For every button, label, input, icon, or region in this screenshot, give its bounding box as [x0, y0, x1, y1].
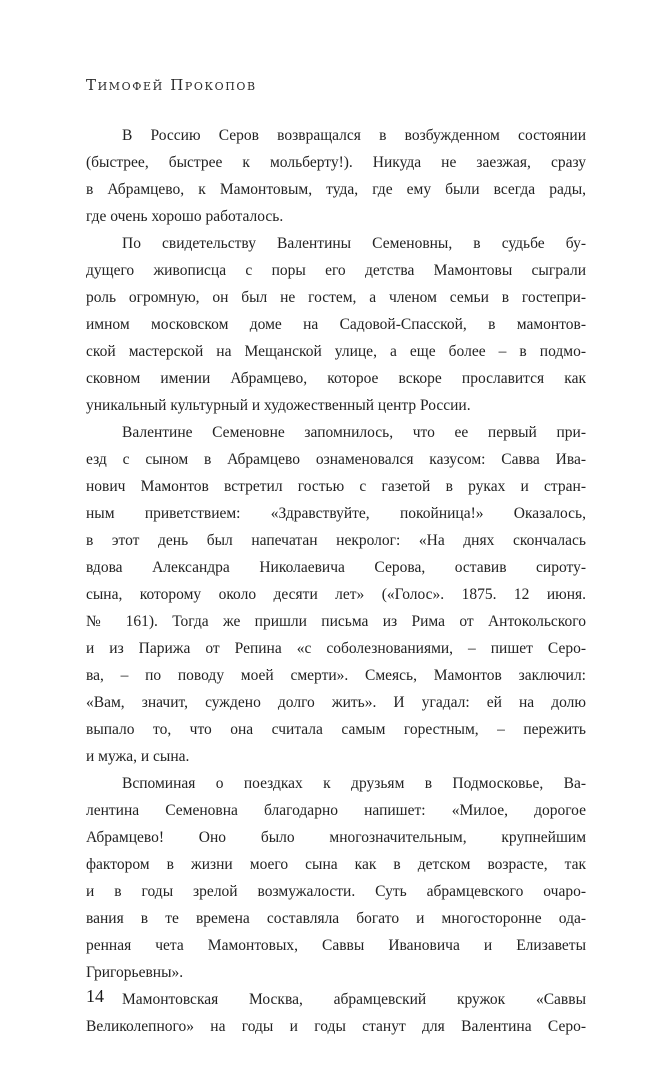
text-line: уникальный культурный и художественный центр России.	[86, 397, 471, 414]
text-line: выпало то, что она считала самым горестным, – пережить	[86, 721, 586, 738]
text-line: Григорьевны».	[86, 964, 184, 981]
text-line: нович Мамонтов встретил гостью с газетой в руках и стран-	[86, 478, 586, 495]
text-line: и из Парижа от Репина «с соболезнованиями, – пишет Серо-	[86, 640, 586, 657]
body-text	[86, 122, 586, 1040]
text-line: «Вам, значит, суждено долго жить». И угадал: ей на долю	[86, 694, 586, 711]
text-line: лентина Семеновна благодарно напишет: «Милое, дорогое	[86, 802, 586, 819]
text-line: и мужа, и сына.	[86, 748, 190, 765]
text-line: сковном имении Абрамцево, которое вскоре прославится как	[86, 370, 586, 387]
text-line: вдова Александра Николаевича Серова, оставив сироту-	[86, 559, 586, 576]
text-line: езд с сыном в Абрамцево ознаменовался казусом: Савва Ива-	[86, 451, 586, 468]
text-line: в Абрамцево, к Мамонтовым, туда, где ему были всегда рады,	[86, 181, 586, 198]
text-line: в этот день был напечатан некролог: «На днях скончалась	[86, 532, 586, 549]
text-line: где очень хорошо работалось.	[86, 208, 284, 225]
text-line: ва, – по поводу моей смерти». Смеясь, Мамонтов заключил:	[86, 667, 586, 684]
text-line: фактором в жизни моего сына как в детском возрасте, так	[86, 856, 586, 873]
text-line: имном московском доме на Садовой-Спасской, в мамонтов-	[86, 316, 586, 333]
text-line: По свидетельству Валентины Семеновны, в судьбе бу-	[122, 235, 586, 252]
running-header-author: Тимофей Прокопов	[86, 76, 257, 94]
page-number: 14	[86, 986, 104, 1006]
text-line: Мамонтовская Москва, абрамцевский кружок «Саввы	[122, 991, 586, 1008]
text-line: Вспоминая о поездках к друзьям в Подмосковье, Ва-	[122, 775, 586, 792]
text-line: дущего живописца с поры его детства Мамонтовы сыграли	[86, 262, 586, 279]
text-line: (быстрее, быстрее к мольберту!). Никуда не заезжая, сразу	[86, 154, 586, 171]
text-line: и в годы зрелой возмужалости. Суть абрамцевского очаро-	[86, 883, 586, 900]
text-line: В Россию Серов возвращался в возбужденном состоянии	[122, 127, 586, 144]
text-line: ным приветствием: «Здравствуйте, покойница!» Оказалось,	[86, 505, 586, 522]
text-line: ренная чета Мамонтовых, Саввы Ивановича и Елизаветы	[86, 937, 586, 954]
text-line: ской мастерской на Мещанской улице, а еще более – в подмо-	[86, 343, 586, 360]
text-line: Валентине Семеновне запомнилось, что ее первый при-	[122, 424, 586, 441]
text-line: Великолепного» на годы и годы станут для Валентина Серо-	[86, 1018, 586, 1035]
text-line: № 161). Тогда же пришли письма из Рима от Антокольского	[86, 613, 586, 630]
text-line: Абрамцево! Оно было многозначительным, крупнейшим	[86, 829, 586, 846]
text-line: сына, которому около десяти лет» («Голос». 1875. 12 июня.	[86, 586, 586, 603]
text-line: роль огромную, он был не гостем, а членом семьи в гостепри-	[86, 289, 586, 306]
text-line: вания в те времена составляла богато и многосторонне ода-	[86, 910, 586, 927]
